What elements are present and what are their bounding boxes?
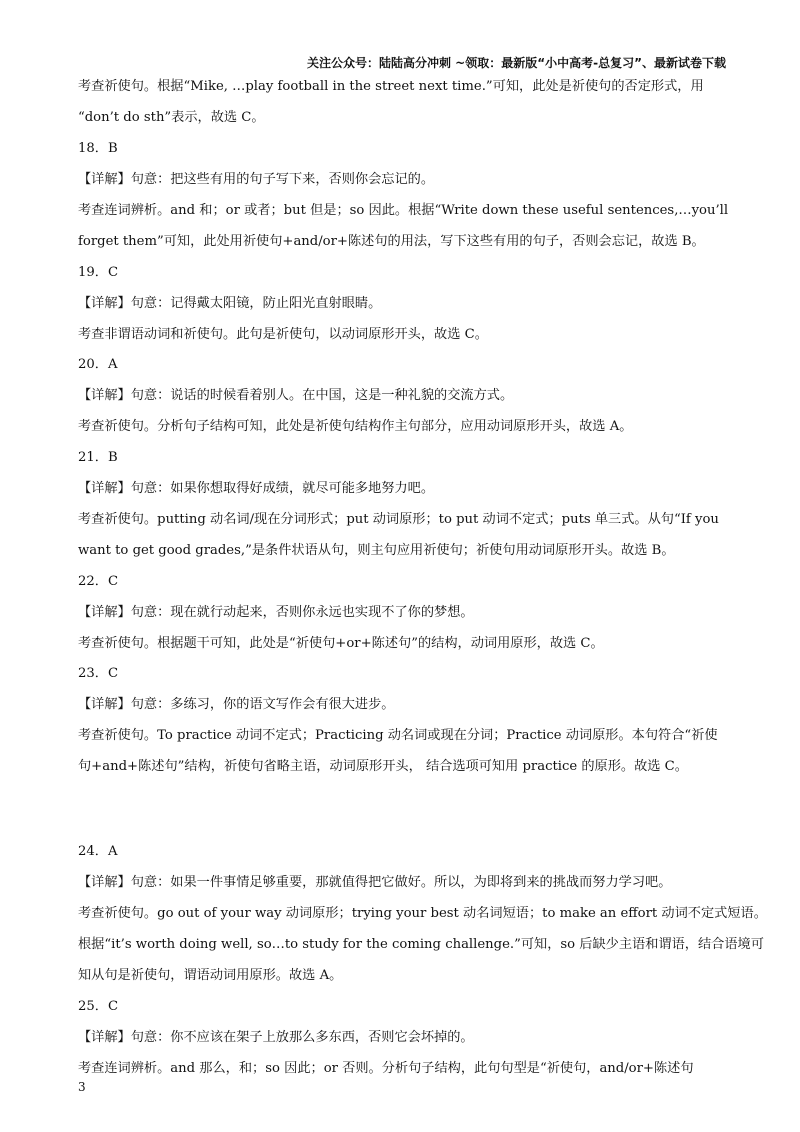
text-line: 考查祈使句。分析句子结构可知，此处是祈使句结构作主句部分，应用动词原形开头，故选 A。 bbox=[78, 419, 633, 434]
text-line: want to get good grades,”是条件状语从句，则主句应用祈使句；祈使句用动词原形开头。故选 B。 bbox=[78, 543, 675, 558]
text-line: 知从句是祈使句，谓语动词用原形。故选 A。 bbox=[78, 968, 343, 983]
question-number: 25．C bbox=[78, 999, 119, 1014]
text-line: 考查祈使句。To practice 动词不定式；Practicing 动名词或现在分词；Practice 动词原形。本句符合“祈使 bbox=[78, 728, 718, 743]
page-header: 关注公众号：陆陆高分冲刺 ~领取：最新版“小中高考-总复习”、最新试卷下载 bbox=[307, 56, 726, 70]
text-line: 【详解】句意：多练习，你的语文写作会有很大进步。 bbox=[78, 697, 395, 712]
text-line: 【详解】句意：说话的时候看着别人。在中国，这是一种礼貌的交流方式。 bbox=[78, 388, 514, 403]
text-line: 考查祈使句。根据题干可知，此处是“祈使句+or+陈述句”的结构，动词用原形，故选 C。 bbox=[78, 636, 604, 651]
question-number: 23．C bbox=[78, 666, 119, 681]
text-line: “don’t do sth”表示，故选 C。 bbox=[78, 110, 265, 125]
question-number: 19．C bbox=[78, 265, 119, 280]
text-line: 【详解】句意：现在就行动起来，否则你永远也实现不了你的梦想。 bbox=[78, 605, 474, 620]
text-line: 【详解】句意：把这些有用的句子写下来，否则你会忘记的。 bbox=[78, 172, 435, 187]
question-number: 22．C bbox=[78, 574, 119, 589]
text-line: 考查非谓语动词和祈使句。此句是祈使句，以动词原形开头，故选 C。 bbox=[78, 327, 488, 342]
text-line: 【详解】句意：如果一件事情足够重要，那就值得把它做好。所以，为即将到来的挑战而努力学习吧。 bbox=[78, 875, 672, 890]
text-line: 句+and+陈述句”结构，祈使句省略主语，动词原形开头， 结合选项可知用 practice 的原形。故选 C。 bbox=[78, 759, 688, 774]
page-number: 3 bbox=[78, 1080, 86, 1094]
text-line: 考查连词辨析。and 那么，和；so 因此；or 否则。分析句子结构，此句句型是“祈使句，and/or+陈述句 bbox=[78, 1061, 694, 1076]
text-line: 考查连词辨析。and 和；or 或者；but 但是；so 因此。根据“Write down these useful sentences,…you’ll bbox=[78, 203, 729, 218]
text-line: forget them”可知，此处用祈使句+and/or+陈述句的用法，写下这些有用的句子，否则会忘记，故选 B。 bbox=[78, 234, 705, 249]
question-number: 20．A bbox=[78, 357, 118, 372]
question-number: 18．B bbox=[78, 141, 118, 156]
question-number: 21．B bbox=[78, 450, 118, 465]
text-line: 考查祈使句。根据“Mike, …play football in the street next time.”可知，此处是祈使句的否定形式，用 bbox=[78, 79, 704, 94]
text-line: 考查祈使句。go out of your way 动词原形；trying your best 动名词短语；to make an effort 动词不定式短语。 bbox=[78, 906, 767, 921]
text-line: 【详解】句意：如果你想取得好成绩，就尽可能多地努力吧。 bbox=[78, 481, 435, 496]
text-line: 考查祈使句。putting 动名词/现在分词形式；put 动词原形；to put 动词不定式；puts 单三式。从句“If you bbox=[78, 512, 719, 527]
text-line: 【详解】句意：你不应该在架子上放那么多东西，否则它会坏掉的。 bbox=[78, 1030, 474, 1045]
text-line: 【详解】句意：记得戴太阳镜，防止阳光直射眼睛。 bbox=[78, 296, 382, 311]
text-line: 根据“it’s worth doing well, so…to study for the coming challenge.”可知，so 后缺少主语和谓语，结合语境可 bbox=[78, 937, 764, 952]
question-number: 24．A bbox=[78, 844, 118, 859]
